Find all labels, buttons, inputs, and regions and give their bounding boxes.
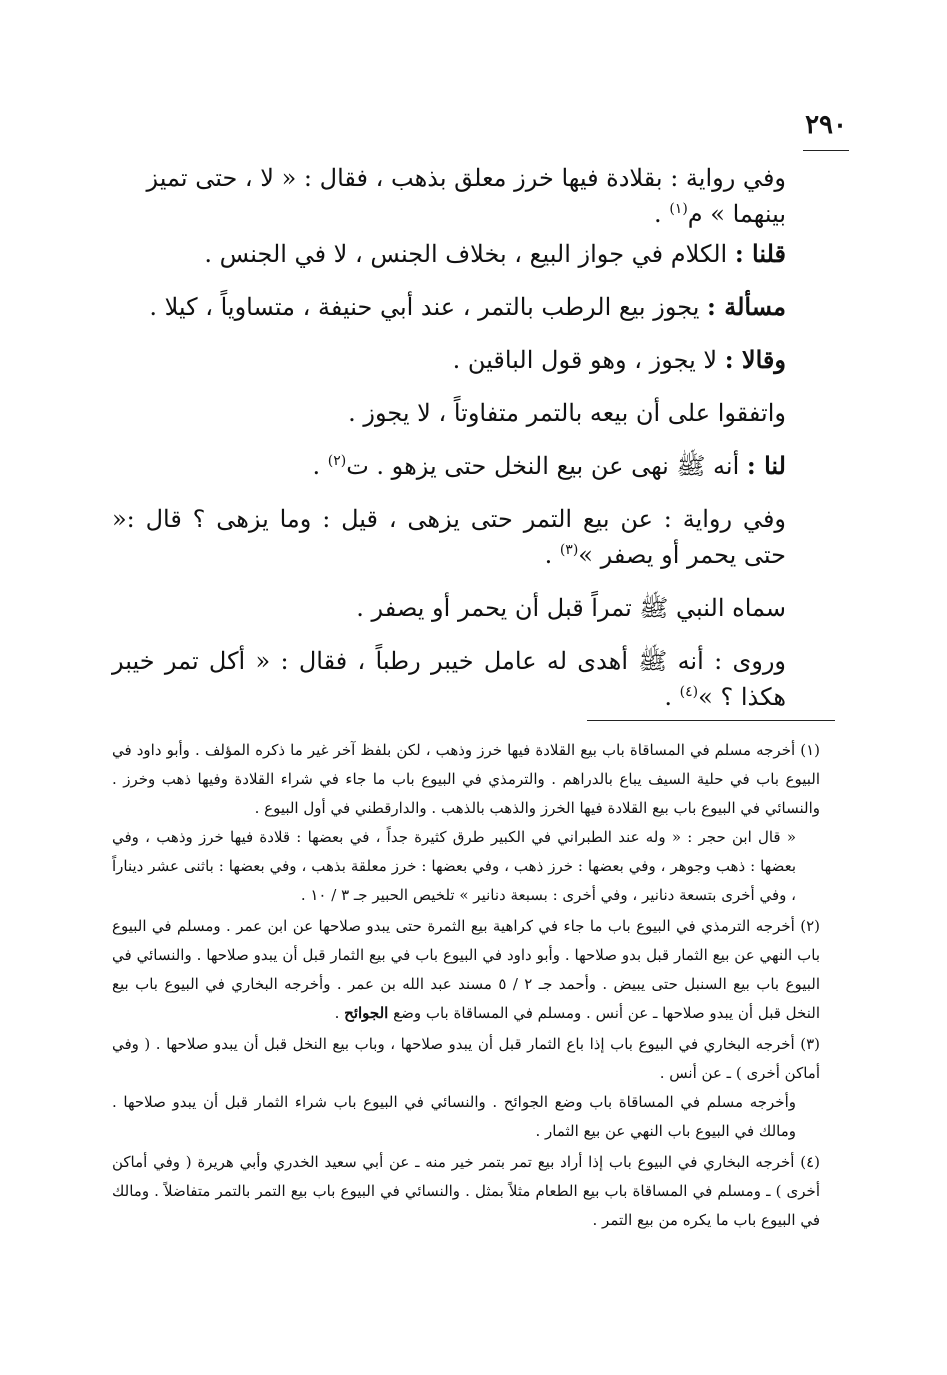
footnote-bold-word: الجوائح	[344, 1004, 389, 1022]
paragraph-text: لا يجوز ، وهو قول الباقين .	[452, 346, 725, 374]
paragraph-tail: .	[312, 452, 328, 480]
footnote-text: وأخرجه مسلم في المساقاة باب وضع الجوائح . والنسائي في البيوع باب شراء الثمار قبل أن يبدو صلاحها . ومالك في البيوع باب النهي عن بيع الثمار .	[112, 1093, 796, 1140]
paragraph-tail: .	[544, 541, 560, 569]
page-number-underline	[803, 150, 849, 151]
paragraph-qala	[112, 342, 820, 378]
footnote-text: أخرجه البخاري في البيوع باب إذا أراد بيع تمر بتمر خير منه ـ عن أبي سعيد الخدري وأبي هريرة ( وفي أماكن أخرى ) ـ ومسلم في المساقاة باب بيع الطعام مثلاً بمثل . والنسائي في البيوع باب بيع التمر بالتمر متفاضلاً . ومالك في البيوع باب ما يكره من بيع التمر .	[112, 1153, 820, 1229]
footnote-3-continued	[112, 1088, 820, 1146]
footnote-ref-3: (٣)	[559, 542, 579, 558]
footnote-tail: .	[334, 1004, 345, 1022]
footnote-separator	[587, 720, 835, 721]
page-number: ٢٩٠	[805, 110, 847, 140]
paragraph-lead: قلنا :	[734, 239, 786, 268]
footnote-text: أخرجه البخاري في البيوع باب إذا باع الثمار قبل أن يبدو صلاحها ، وباب بيع النخل قبل أن يبدو صلاحها . ( وفي أماكن أخرى ) ـ عن أنس .	[112, 1035, 820, 1082]
footnote-2	[112, 912, 820, 1028]
paragraph-text: وفي رواية : بقلادة فيها خرز معلق بذهب ، فقال : « لا ، حتى تميز بينهما » م	[146, 164, 786, 228]
footnote-ref-2: (٢)	[327, 453, 347, 469]
footnote-ref-1: (١)	[669, 201, 688, 217]
paragraph-masala	[112, 289, 820, 325]
paragraph-lead: مسألة :	[707, 292, 786, 321]
paragraph-riwaya-qilada	[112, 160, 820, 232]
paragraph-rawa	[112, 643, 820, 715]
paragraph-lead: لنا :	[746, 451, 786, 480]
paragraph-text: واتفقوا على أن بيعه بالتمر متفاوتاً ، لا يجوز .	[348, 399, 786, 427]
paragraph-tail: .	[664, 683, 680, 711]
footnote-number: (١)	[800, 741, 820, 759]
footnote-1	[112, 736, 820, 823]
paragraph-qulna	[112, 236, 820, 272]
paragraph-text: وفي رواية : عن بيع التمر حتى يزهى ، قيل : وما يزهى ؟ قال :« حتى يحمر أو يصفر »	[112, 505, 786, 569]
footnote-number: (٤)	[800, 1153, 820, 1171]
footnotes	[112, 736, 820, 1235]
paragraph-lana	[112, 448, 820, 484]
footnote-text: أخرجه الترمذي في البيوع باب ما جاء في كراهية بيع الثمرة حتى يبدو صلاحها عن ابن عمر . ومسلم في البيوع باب النهي عن بيع الثمار قبل بدو صلاحها . وأبو داود في البيوع باب في بيع الثمار قبل أن يبدو صلاحها . والنسائي في البيوع باب بيع السنبل حتى يبيض . وأحمد جـ ٢ / ٥ مسند عبد الله بن عمر . وأخرجه البخاري في البيوع باب بيع النخل قبل أن يبدو صلاحها ـ عن أنس . ومسلم في المساقاة باب وضع	[112, 917, 820, 1022]
footnote-1-quote	[112, 823, 820, 910]
paragraph-text: وروى : أنه ﷺ أهدى له عامل خيبر رطباً ، فقال : « أكل تمر خيبر هكذا ؟ »	[112, 647, 786, 711]
footnote-text: « قال ابن حجر : « وله عند الطبراني في الكبير طرق كثيرة جداً ، في بعضها : قلادة فيها خرز وذهب ، وفي بعضها : ذهب وجوهر ، وفي بعضها : خرز ذهب ، وفي بعضها : خرز معلقة بذهب ، وفي بعضها : باثنى عشر ديناراً ، وفي أخرى بتسعة دنانير ، وفي أخرى : بسبعة دنانير » تلخيص الحبير جـ ٣ / ١٠ .	[112, 828, 796, 904]
main-text	[112, 160, 820, 715]
paragraph-lead: وقالا :	[724, 345, 786, 374]
footnote-3	[112, 1030, 820, 1088]
footnote-4	[112, 1148, 820, 1235]
footnote-text: أخرجه مسلم في المساقاة باب بيع القلادة فيها خرز وذهب ، لكن بلفظ آخر غير ما ذكره المؤلف . وأبو داود في البيوع باب في حلية السيف يباع بالدراهم . والترمذي في البيوع باب ما جاء في شراء القلادة وفيها ذهب وخرز . والنسائي في البيوع باب بيع القلادة فيها الخرز والذهب بالذهب . والدارقطني في أول البيوع .	[112, 741, 820, 817]
paragraph-text: الكلام في جواز البيع ، بخلاف الجنس ، لا في الجنس .	[204, 240, 735, 268]
paragraph-text: أنه ﷺ نهى عن بيع النخل حتى يزهو . ت	[346, 452, 747, 480]
paragraph-text: يجوز بيع الرطب بالتمر ، عند أبي حنيفة ، متساوياً ، كيلا .	[149, 293, 708, 321]
paragraph-ittafaqu	[112, 395, 820, 431]
paragraph-tail: .	[654, 200, 670, 228]
footnote-number: (٢)	[800, 917, 820, 935]
paragraph-sammahu	[112, 590, 820, 626]
paragraph-text: سماه النبي ﷺ تمراً قبل أن يحمر أو يصفر .	[356, 594, 786, 622]
footnote-number: (٣)	[800, 1035, 820, 1053]
paragraph-riwaya-yazha	[112, 501, 820, 573]
footnote-ref-4: (٤)	[679, 684, 699, 700]
